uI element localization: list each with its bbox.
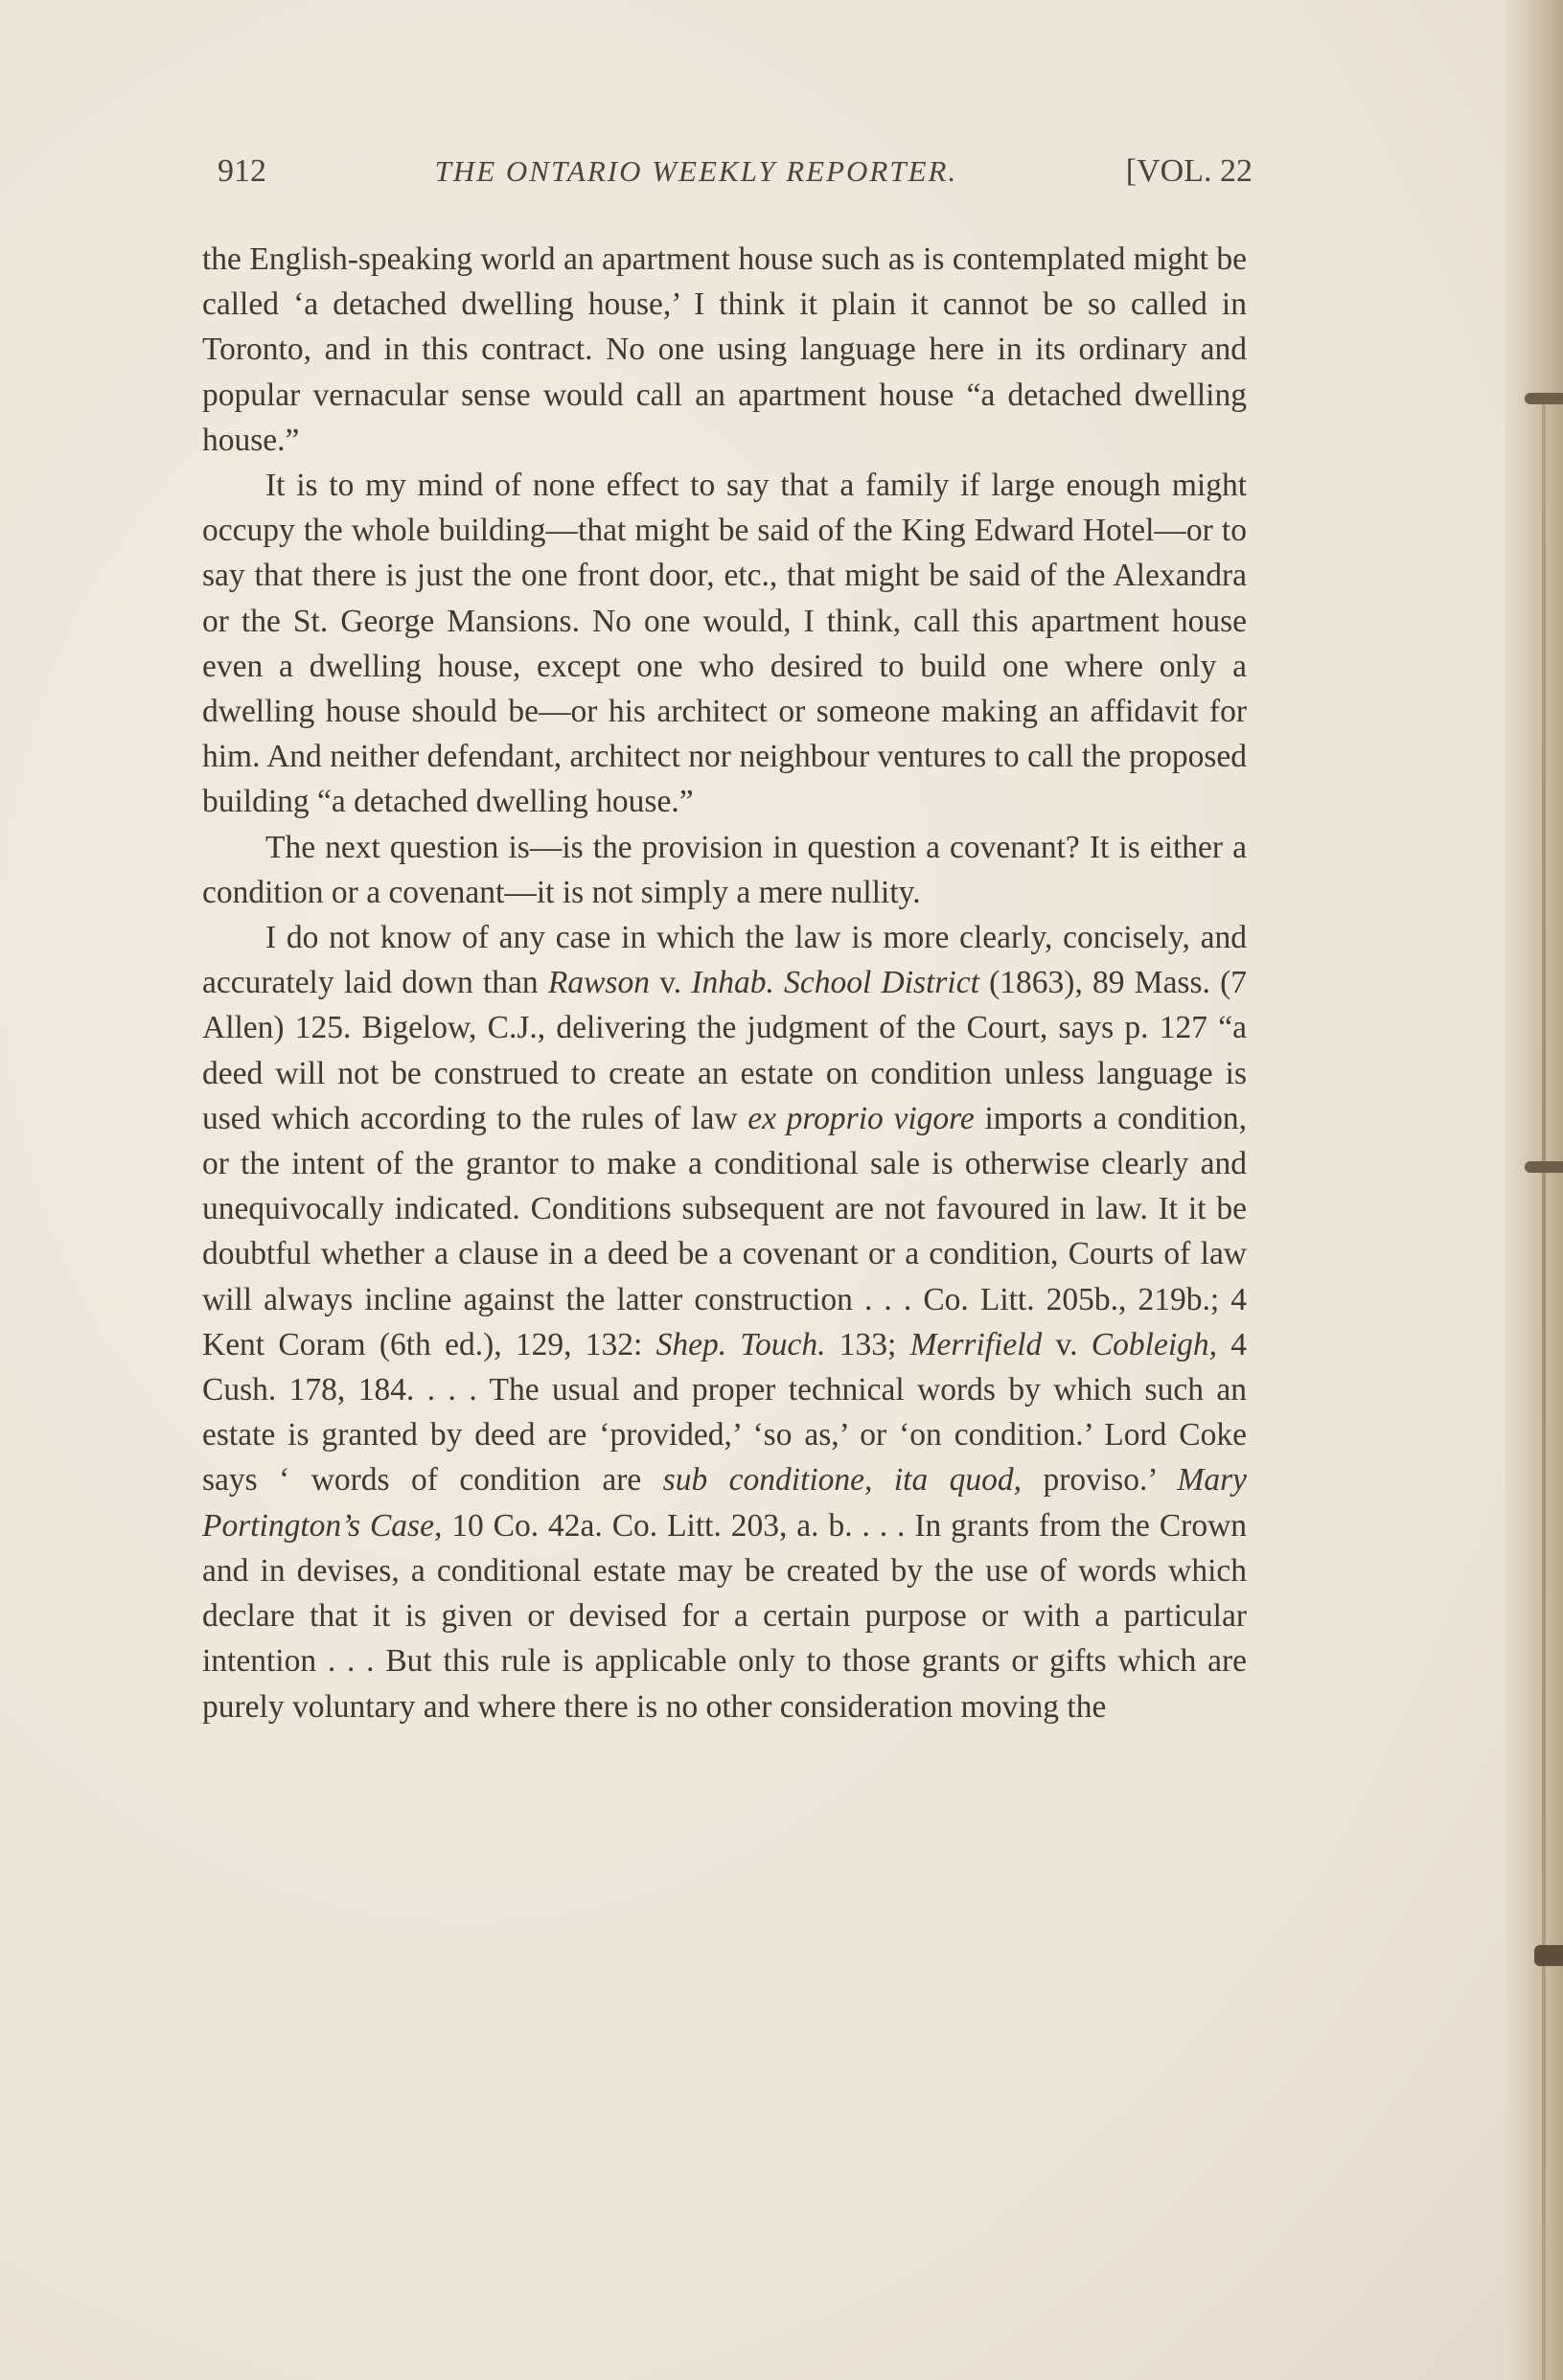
paragraph [202, 463, 1247, 825]
volume-label: [VOL. 22 [1125, 153, 1253, 189]
binding-clip-bottom [1534, 1945, 1563, 1966]
paragraph [202, 237, 1247, 463]
running-title: THE ONTARIO WEEKLY REPORTER. [434, 154, 958, 188]
paragraph [202, 915, 1247, 1729]
page-edge-shadow [1506, 0, 1563, 2380]
binding-clip-top [1525, 393, 1563, 404]
binding-fold [1542, 402, 1546, 2380]
italic-citation: Shep. Touch. [655, 1326, 826, 1362]
text-segment: 10 Co. 42a. Co. Litt. 203, a. b. . . . In grants from the Crown and in devises, a conditional estate may be created by the use of words which declare that it is given or devised for a certain purpose or with a particular intention . . . But this rule is applicable only to those grants or gifts which are purely voluntary and where there is no other consideration moving the [202, 1507, 1248, 1725]
paragraph [202, 825, 1247, 915]
italic-citation: sub conditione, ita quod, [662, 1462, 1023, 1499]
text-segment: v. [649, 965, 692, 1001]
italic-citation: ex proprio vigore [747, 1100, 975, 1136]
italic-citation: Cobleigh, [1091, 1326, 1217, 1362]
body-text [202, 237, 1247, 1729]
text-segment: v. [1042, 1326, 1092, 1362]
italic-citation: Rawson [547, 965, 650, 1001]
italic-citation: Mary Portington’s Case, [202, 1462, 1248, 1544]
italic-citation: Merrifield [909, 1326, 1043, 1362]
italic-citation: Inhab. School District [691, 965, 979, 1001]
text-segment: (1863), 89 Mass. (7 Allen) 125. Bigelow, C.J., delivering the judgment of the Court, says p. 127 “a deed will not be construed to create an estate on condition unless language is used which according to the rules of law [202, 965, 1248, 1136]
binding-clip-middle [1525, 1161, 1563, 1173]
text-segment: It is to my mind of none effect to say that a family if large enough might occupy the whole building—that might be said of the King Edward Hotel—or to say that there is just the one front door, etc., that might be said of the Alexandra or the St. George Mansions. No one would, I think, call this apartment house even a dwelling house, except one who desired to build one where only a dwelling house should be—or his architect or someone making an affidavit for him. And neither defendant, architect nor neighbour ventures to call the proposed building “a detached dwelling house.” [202, 468, 1247, 820]
text-segment: the English-speaking world an apartment house such as is contemplated might be called ‘a detached dwelling house,’ I think it plain it cannot be so called in Toronto, and in this contract. No one using language here in its ordinary and popular vernacular sense would call an apartment house “a detached dwelling house.” [202, 241, 1247, 458]
running-header [218, 153, 1253, 211]
text-segment: I do not know of any case in which the law is more clearly, concisely, and accurately laid down than [202, 920, 1247, 1001]
text-segment: 4 Cush. 178, 184. . . . The usual and proper technical words by which such an estate is granted by deed are ‘provided,’ ‘so as,’ or ‘on condition.’ Lord Coke says ‘ words of condition are [202, 1326, 1248, 1499]
text-segment: proviso.’ [1022, 1462, 1178, 1499]
text-segment: 133; [825, 1326, 910, 1362]
text-segment: The next question is—is the provision in question a covenant? It is either a condition or a covenant—it is not simply a mere nullity. [202, 829, 1247, 910]
page-number: 912 [218, 153, 266, 189]
text-segment: imports a condition, or the intent of the grantor to make a conditional sale is otherwise clearly and unequivocally indicated. Conditions subsequent are not favoured in law. It it be doubtful whether a clause in a deed be a covenant or a condition, Courts of law will always incline against the latter construction . . . Co. Litt. 205b., 219b.; 4 Kent Coram (6th ed.), 129, 132: [202, 1100, 1247, 1362]
